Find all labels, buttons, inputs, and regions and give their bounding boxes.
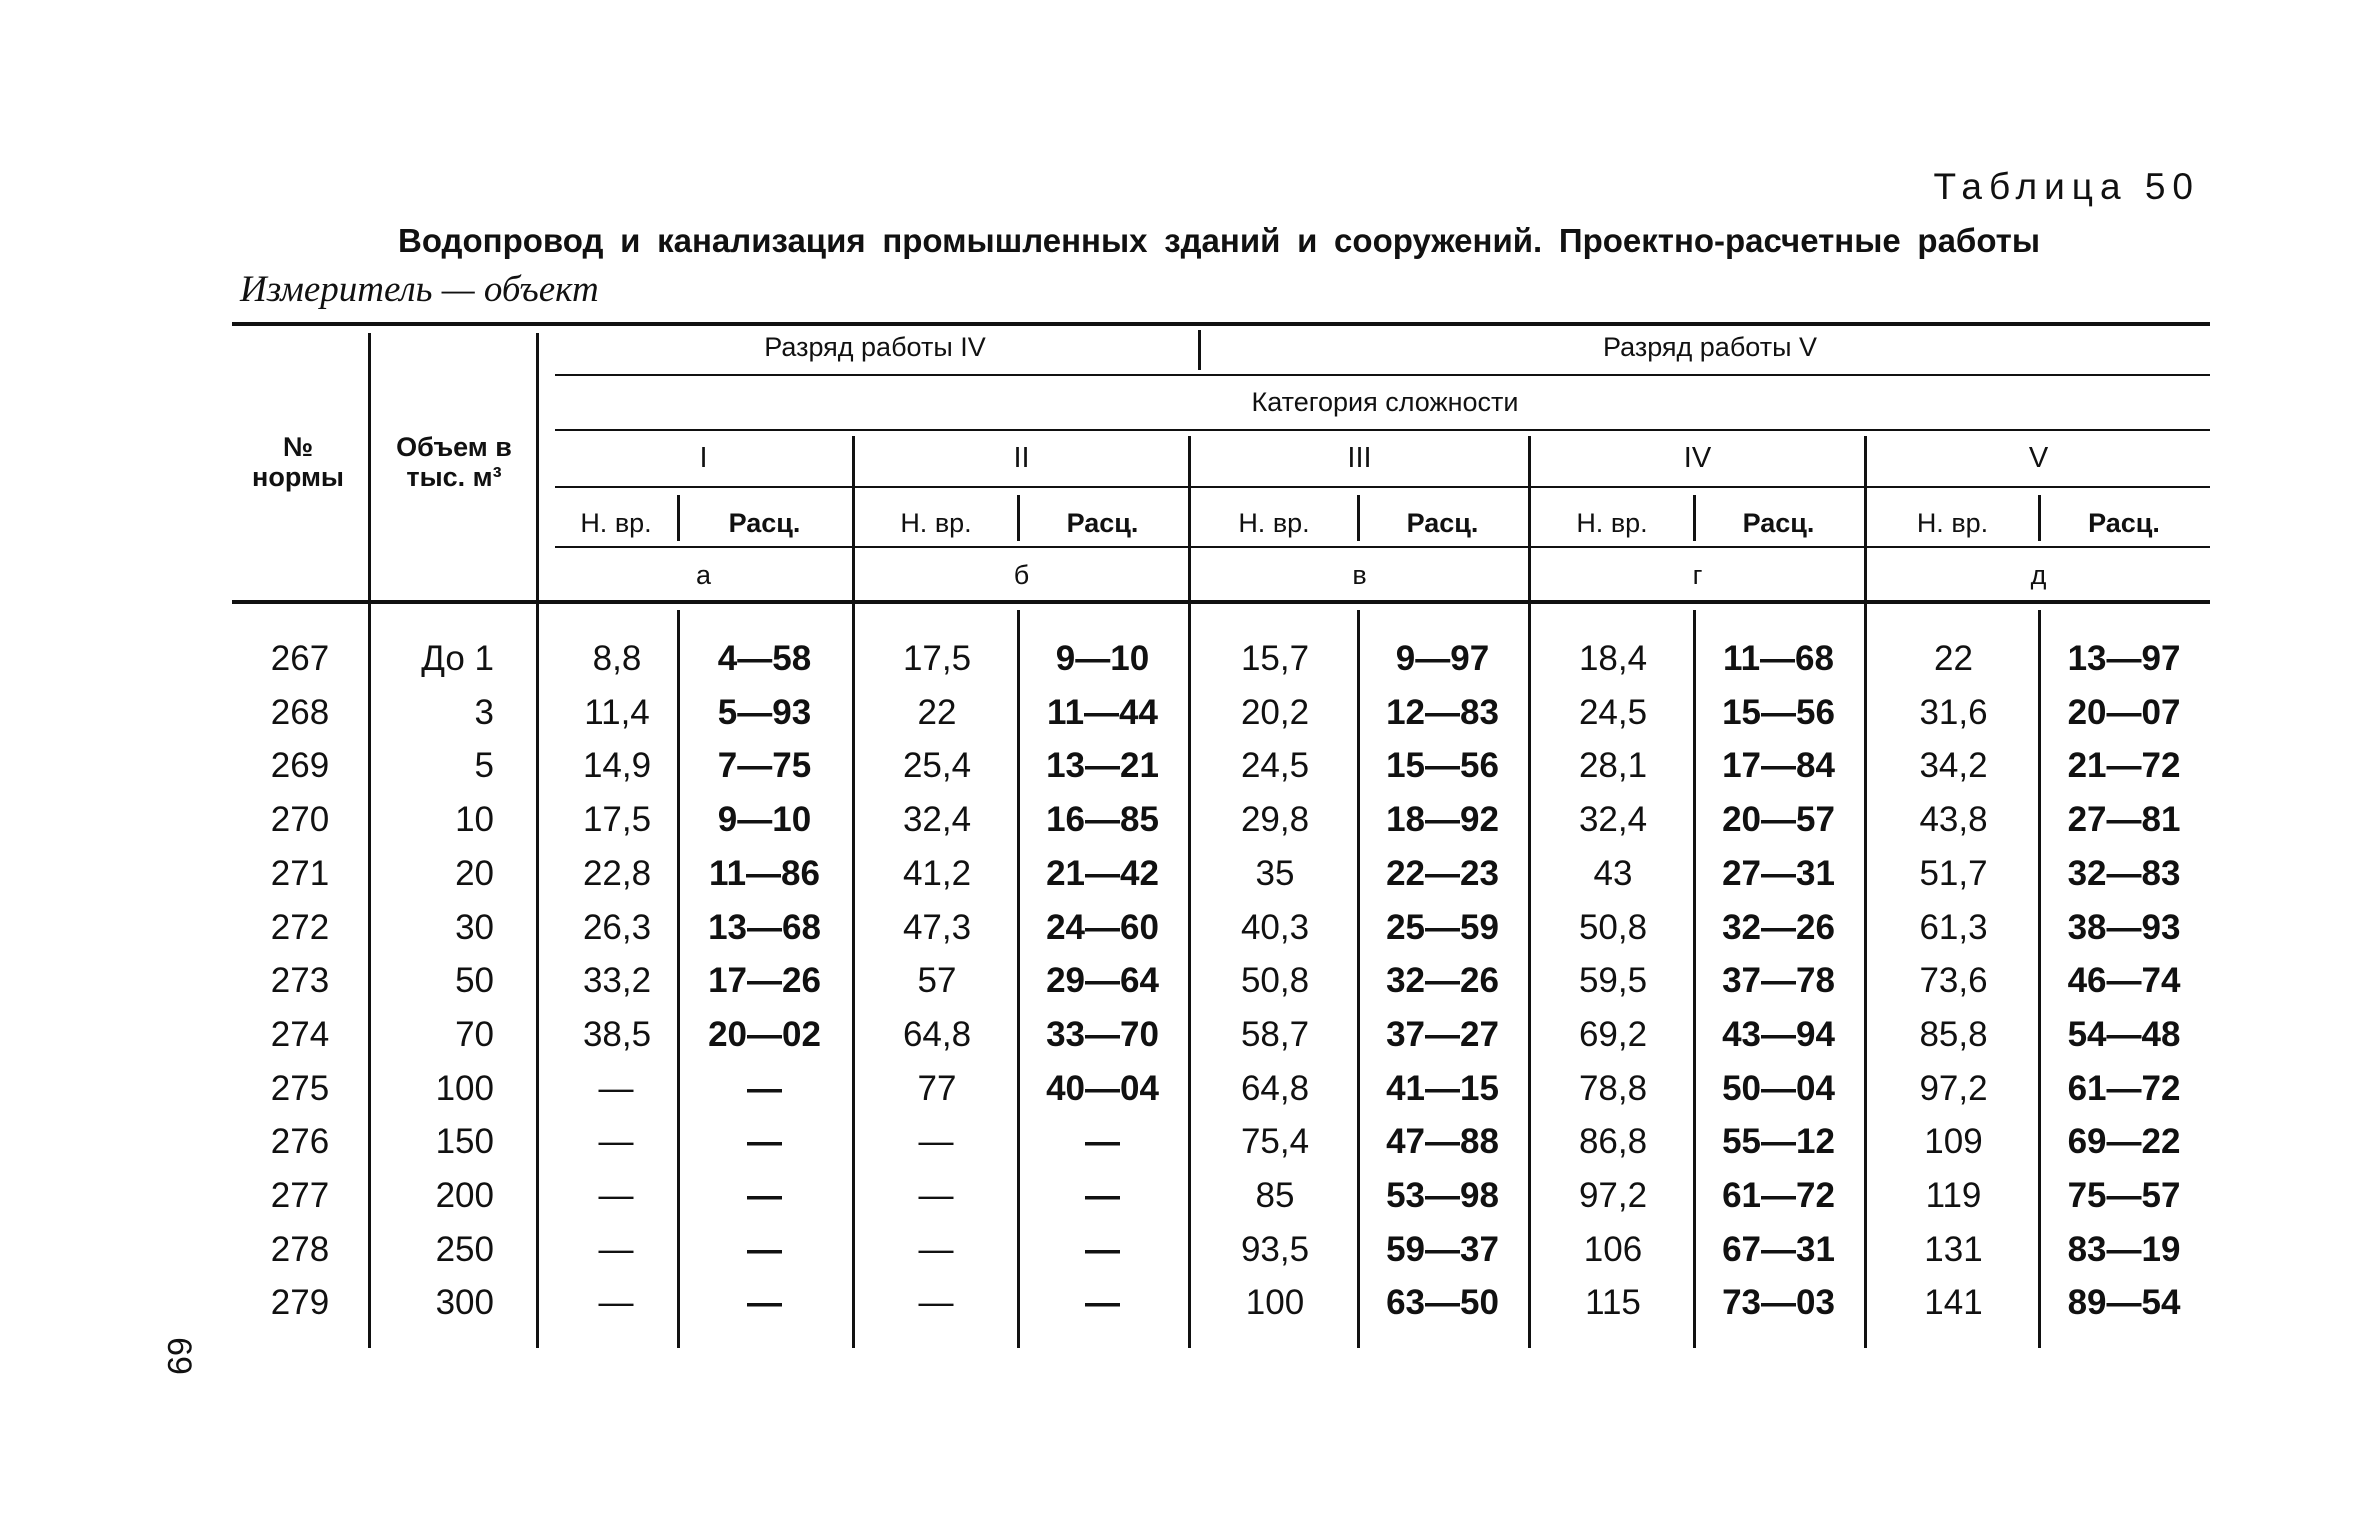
complexity-header: Категория сложности [1251, 387, 1519, 417]
category-header: IV [1683, 442, 1712, 474]
time-norm-cell: 17,5 [902, 639, 972, 678]
rate-cell: — [1085, 1122, 1120, 1162]
norm-number: 275 [270, 1068, 330, 1108]
rate-header: Расц. [1742, 508, 1815, 538]
rate-cell: 47—88 [1386, 1122, 1499, 1162]
norm-number: 279 [270, 1283, 330, 1323]
rate-cell: 18—92 [1386, 800, 1499, 840]
rate-cell: 15—56 [1722, 692, 1835, 732]
time-norm-cell: 115 [1585, 1283, 1641, 1323]
rate-cell: 69—22 [2067, 1122, 2181, 1162]
column-letter: в [1352, 560, 1367, 590]
time-norm-cell: 14,9 [582, 746, 652, 786]
col-rule-2 [536, 333, 539, 1348]
category-header: I [699, 442, 708, 474]
rate-cell: 40—04 [1046, 1068, 1159, 1108]
volume-value: 3 [474, 692, 494, 732]
time-norm-header: Н. вр. [900, 508, 972, 538]
time-norm-cell: 41,2 [902, 853, 972, 893]
rate-cell: 11—68 [1723, 639, 1834, 678]
rate-cell: 11—44 [1047, 692, 1158, 732]
volume-value: 20 [455, 853, 494, 893]
time-norm-cell: 85 [1255, 1176, 1295, 1215]
norm-number: 278 [270, 1229, 330, 1269]
time-norm-cell: 35 [1255, 853, 1295, 893]
rate-cell: 29—64 [1046, 961, 1159, 1001]
time-norm-cell: 106 [1583, 1229, 1643, 1269]
rate-cell: — [747, 1122, 782, 1162]
rate-cell: 63—50 [1386, 1283, 1499, 1323]
time-norm-cell: 33,2 [582, 961, 652, 1001]
norm-number: 269 [270, 746, 330, 786]
time-norm-cell: 24,5 [1578, 692, 1648, 732]
rate-header: Расц. [1066, 508, 1139, 538]
header-bottom-rule [232, 600, 2210, 604]
volume-value: 10 [455, 800, 494, 840]
time-norm-cell: 100 [1245, 1283, 1305, 1323]
table-title: Водопровод и канализация промышленных зданий и сооружений. Проектно-расчетные работы [398, 222, 2040, 259]
norm-number: 270 [270, 800, 330, 840]
rate-cell: — [747, 1229, 782, 1269]
rate-cell: 83—19 [2067, 1229, 2181, 1269]
rate-cell: 13—68 [708, 907, 821, 947]
rate-cell: 75—57 [2067, 1176, 2181, 1215]
rate-cell: 73—03 [1722, 1283, 1835, 1323]
rate-cell: 61—72 [1722, 1176, 1835, 1215]
rate-cell: 22—23 [1386, 853, 1499, 893]
time-norm-cell: 22,8 [582, 853, 652, 893]
time-norm-header: Н. вр. [1576, 508, 1648, 538]
time-norm-cell: 73,6 [1919, 961, 1988, 1001]
time-norm-cell: 32,4 [1578, 800, 1648, 840]
rate-cell: 89—54 [2067, 1283, 2181, 1323]
volume-value: 50 [455, 961, 494, 1001]
time-norm-cell: 64,8 [1240, 1068, 1310, 1108]
rate-cell: 55—12 [1722, 1122, 1835, 1162]
rate-cell: 5—93 [717, 692, 812, 732]
rate-cell: 17—26 [708, 961, 821, 1001]
rate-cell: — [747, 1283, 782, 1323]
time-norm-cell: 58,7 [1240, 1014, 1310, 1054]
time-norm-cell: 31,6 [1919, 692, 1988, 732]
measure-unit: Измеритель — объект [240, 269, 599, 310]
time-norm-cell: 40,3 [1240, 907, 1310, 947]
norm-number: 276 [270, 1122, 330, 1162]
volume-value: 70 [455, 1014, 494, 1054]
time-norm-cell: 131 [1924, 1229, 1983, 1269]
time-norm-cell: 50,8 [1240, 961, 1310, 1001]
time-norm-header: Н. вр. [1238, 508, 1310, 538]
rate-cell: 25—59 [1386, 907, 1499, 947]
subheader-rule [555, 546, 2210, 548]
rate-cell: 46—74 [2067, 961, 2181, 1001]
rate-cell: 13—97 [2067, 639, 2181, 678]
column-letter: г [1692, 560, 1703, 590]
rate-cell: 43—94 [1722, 1014, 1835, 1054]
rate-cell: 9—10 [717, 800, 812, 840]
time-norm-cell: 25,4 [902, 746, 972, 786]
rate-cell: 37—78 [1722, 961, 1835, 1001]
time-norm-cell: 18,4 [1578, 639, 1648, 678]
rate-cell: 11—86 [709, 853, 820, 893]
category-header: III [1347, 442, 1372, 474]
column-letter: б [1013, 560, 1030, 590]
rate-cell: 54—48 [2067, 1014, 2181, 1054]
volume-value: 200 [435, 1176, 494, 1215]
norm-number: 271 [270, 853, 330, 893]
volume-value: 250 [435, 1229, 494, 1269]
rate-cell: 16—85 [1046, 800, 1159, 840]
rate-cell: — [747, 1176, 782, 1215]
volume-header: Объем в тыс. м³ [396, 432, 512, 492]
time-norm-cell: 43,8 [1919, 800, 1988, 840]
volume-value: 30 [455, 907, 494, 947]
rate-cell: 27—31 [1722, 853, 1835, 893]
volume-value: 100 [435, 1068, 494, 1108]
time-norm-cell: 75,4 [1240, 1122, 1310, 1162]
time-norm-cell: 38,5 [582, 1014, 652, 1054]
grade-v-header: Разряд работы V [1603, 332, 1817, 362]
rate-cell: 37—27 [1386, 1014, 1499, 1054]
rate-cell: 20—57 [1722, 800, 1835, 840]
page-number: 69 [160, 1337, 198, 1375]
norm-number: 272 [270, 907, 330, 947]
norm-number: 268 [270, 692, 330, 732]
time-norm-cell: 141 [1924, 1283, 1983, 1323]
time-norm-cell: 109 [1924, 1122, 1983, 1162]
rate-cell: 17—84 [1722, 746, 1835, 786]
time-norm-cell: 15,7 [1240, 639, 1310, 678]
grade-iv-header: Разряд работы IV [764, 332, 986, 362]
time-norm-cell: 119 [1925, 1176, 1982, 1215]
col-rule-1 [368, 333, 371, 1348]
time-norm-cell: 26,3 [582, 907, 652, 947]
time-norm-cell: 24,5 [1240, 746, 1310, 786]
rate-cell: 20—07 [2067, 692, 2181, 732]
rate-cell: 50—04 [1722, 1068, 1835, 1108]
rate-cell: 12—83 [1386, 692, 1499, 732]
volume-value: 300 [435, 1283, 494, 1323]
time-norm-cell: 61,3 [1919, 907, 1988, 947]
time-norm-cell: — [598, 1068, 634, 1108]
rate-cell: 9—97 [1395, 639, 1490, 678]
category-header: V [2028, 442, 2049, 474]
rate-cell: — [747, 1068, 782, 1108]
time-norm-cell: — [918, 1229, 954, 1269]
grade-rule [555, 374, 2210, 376]
volume-value: 150 [435, 1122, 494, 1162]
table-top-rule [232, 322, 2210, 326]
rate-cell: 15—56 [1386, 746, 1499, 786]
norm-number: 277 [270, 1176, 330, 1215]
time-norm-cell: 97,2 [1578, 1176, 1648, 1215]
table-label: Таблица 50 [1933, 166, 2200, 207]
category-header: II [1013, 442, 1030, 474]
rate-cell: 4—58 [717, 639, 812, 678]
time-norm-cell: — [918, 1122, 954, 1162]
column-letter: а [695, 560, 712, 590]
time-norm-cell: 34,2 [1919, 746, 1988, 786]
time-norm-cell: 86,8 [1578, 1122, 1648, 1162]
rate-cell: 21—72 [2067, 746, 2181, 786]
category-rule [555, 486, 2210, 488]
time-norm-cell: 59,5 [1578, 961, 1648, 1001]
time-norm-cell: 97,2 [1919, 1068, 1988, 1108]
time-norm-cell: 77 [917, 1068, 957, 1108]
rate-cell: 59—37 [1386, 1229, 1499, 1269]
rate-cell: 21—42 [1046, 853, 1159, 893]
time-norm-cell: 22 [1934, 639, 1973, 678]
time-norm-cell: 69,2 [1578, 1014, 1648, 1054]
rate-cell: 9—10 [1055, 639, 1150, 678]
time-norm-cell: 8,8 [592, 639, 642, 678]
time-norm-cell: — [918, 1283, 954, 1323]
rate-header: Расц. [2088, 508, 2160, 538]
time-norm-cell: 85,8 [1919, 1014, 1988, 1054]
rate-header: Расц. [1406, 508, 1479, 538]
rate-cell: 13—21 [1046, 746, 1159, 786]
time-norm-cell: 50,8 [1578, 907, 1648, 947]
time-norm-cell: — [598, 1122, 634, 1162]
norm-number-header: № нормы [252, 432, 344, 492]
time-norm-cell: — [598, 1283, 634, 1323]
time-norm-cell: 78,8 [1578, 1068, 1648, 1108]
time-norm-cell: 43 [1593, 853, 1633, 893]
rate-cell: 32—26 [1386, 961, 1499, 1001]
rate-cell: 61—72 [2067, 1068, 2181, 1108]
time-norm-cell: 32,4 [902, 800, 972, 840]
rate-cell: 7—75 [717, 746, 812, 786]
time-norm-cell: 29,8 [1240, 800, 1310, 840]
rate-cell: 53—98 [1386, 1176, 1499, 1215]
time-norm-header: Н. вр. [580, 508, 652, 538]
time-norm-cell: 28,1 [1578, 746, 1648, 786]
rate-cell: — [1085, 1283, 1120, 1323]
rate-cell: 27—81 [2067, 800, 2181, 840]
rate-cell: — [1085, 1176, 1120, 1215]
complexity-rule [555, 429, 2210, 431]
rate-header: Расц. [728, 508, 801, 538]
time-norm-header: Н. вр. [1916, 508, 1989, 538]
time-norm-cell: 20,2 [1240, 692, 1310, 732]
grade-divider [1198, 330, 1201, 370]
time-norm-cell: 22 [917, 692, 957, 732]
time-norm-cell: 51,7 [1919, 853, 1988, 893]
time-norm-cell: 57 [917, 961, 957, 1001]
norm-number: 274 [270, 1014, 330, 1054]
norm-number: 273 [270, 961, 330, 1001]
rate-cell: 38—93 [2067, 907, 2181, 947]
norm-number: 267 [270, 639, 330, 678]
time-norm-cell: 11,4 [584, 692, 650, 732]
column-letter: д [2030, 560, 2047, 590]
time-norm-cell: 64,8 [902, 1014, 972, 1054]
rate-cell: 41—15 [1386, 1068, 1499, 1108]
time-norm-cell: 93,5 [1240, 1229, 1310, 1269]
time-norm-cell: — [598, 1229, 634, 1269]
rate-cell: 20—02 [708, 1014, 821, 1054]
rate-cell: — [1085, 1229, 1120, 1269]
time-norm-cell: — [918, 1176, 954, 1215]
time-norm-cell: 47,3 [902, 907, 972, 947]
rate-cell: 67—31 [1722, 1229, 1835, 1269]
volume-value: До 1 [421, 639, 494, 678]
rate-cell: 32—83 [2067, 853, 2181, 893]
rate-cell: 24—60 [1046, 907, 1159, 947]
time-norm-cell: 17,5 [582, 800, 652, 840]
rate-cell: 33—70 [1046, 1014, 1159, 1054]
volume-value: 5 [474, 746, 494, 786]
rate-cell: 32—26 [1722, 907, 1835, 947]
time-norm-cell: — [598, 1176, 634, 1215]
